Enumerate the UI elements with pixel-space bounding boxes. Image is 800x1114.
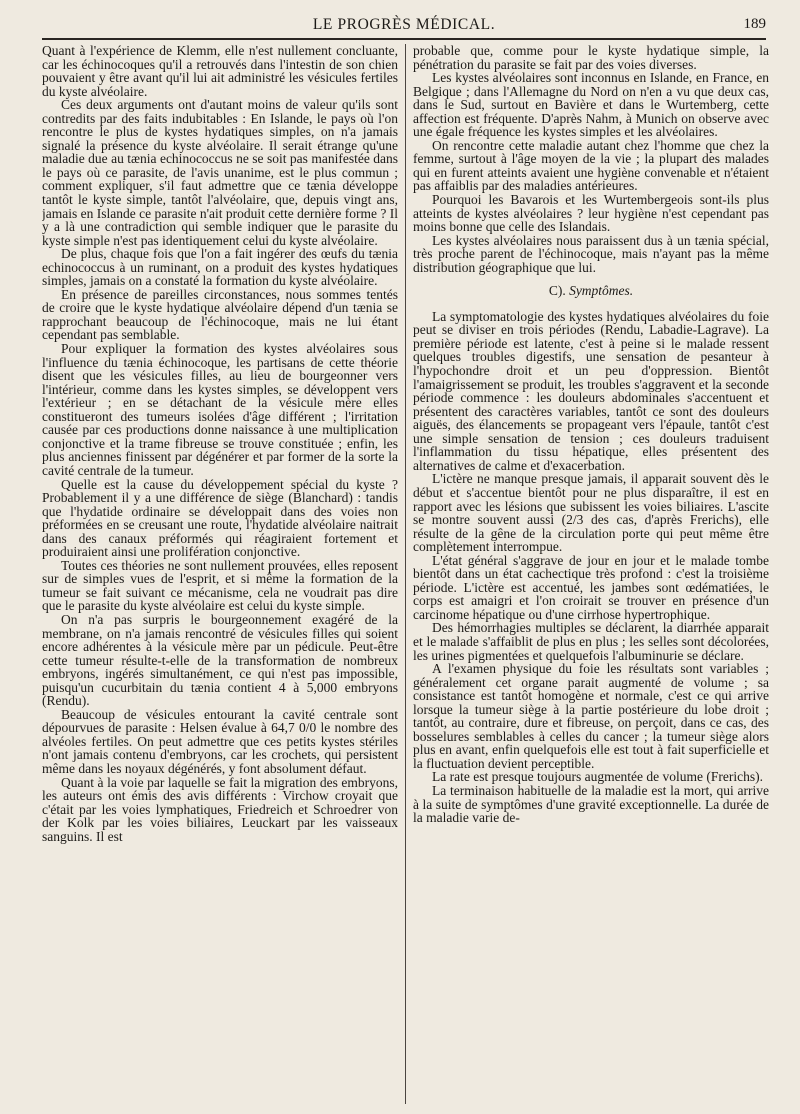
- paragraph: Ces deux arguments ont d'autant moins de valeur qu'ils sont contredits par des faits indubitables : En Islande, le pays où l'on rencontre le plus de kystes hydatiques simples, on n'a jamais signalé la présence du kyste alvéolaire. Il serait étrange qu'une maladie due au tænia echinococcus ne se soit pas manifestée dans le pays où ce parasite, de l'avis unanime, est le plus commun ; comment expliquer, s'il faut admettre que ce tænia développe tantôt le kyste simple, tantôt l'alvéolaire, que, depuis vingt ans, jamais en Islande ce parasite n'ait produit cette dernière forme ? Il y a là une contradiction qui semble indiquer que le parasite du kyste simple n'est pas identiquement celui du kyste alvéolaire.: [42, 97, 398, 248]
- journal-title: LE PROGRÈS MÉDICAL.: [312, 16, 496, 33]
- left-column: [42, 44, 398, 1110]
- section-label: C).: [548, 283, 566, 299]
- paragraph: Les kystes alvéolaires sont inconnus en Islande, en France, en Belgique ; dans l'Allemagne du Nord on n'en a vu que deux cas, dans le Sud, surtout en Bavière et dans le Wurtemberg, cette affection est fréquente. D'après Nahm, à Munich on observe avec une égale fréquence les kystes simples et les alvéolaires.: [413, 70, 769, 140]
- paragraph: Beaucoup de vésicules entourant la cavité centrale sont dépourvues de parasite : Helsen évalue à 64,7 0/0 le nombre des alvéoles fertiles. On peut admettre que ces petits kystes stériles n'ont jamais contenu d'embryons, car les crochets, qui persistent même dans les noyaux dégénérés, y font absolument défaut.: [42, 706, 398, 776]
- section-title: Symptômes.: [569, 283, 634, 299]
- paragraph: La rate est presque toujours augmentée de volume (Frerichs).: [432, 769, 764, 785]
- page-number: 189: [743, 16, 766, 32]
- paragraph: A l'examen physique du foie les résultats sont variables ; généralement cet organe parait augmenté de volume ; sa consistance est tantôt homogène et normale, c'est ce qui arrive lorsque la tumeur siège à la partie postérieure du lobe droit ; tantôt, au contraire, dure et fibreuse, on perçoit, dans ce cas, des bosselures semblables à celles du cancer ; la tumeur siège alors plus en avant, enfin quelquefois elle est tout à fait superficielle et la fluctuation devient perceptible.: [413, 661, 769, 771]
- paragraph: On n'a pas surpris le bourgeonnement exagéré de la membrane, on n'a jamais rencontré de vésicules filles qui soient encore adhérentes à la vésicule mère par un pédicule. Peut-être cette tumeur résulte-t-elle de la transformation de nombreux embryons, ingérés simultanément, ce qui n'est pas impossible, puisqu'un cucurbitain du tænia contient 4 à 5,000 embryons (Rendu).: [42, 611, 398, 709]
- paragraph: Les kystes alvéolaires nous paraissent dus à un tænia spécial, très proche parent de l'échinocoque, mais n'ayant pas la même distribution géographique que lui.: [413, 232, 769, 275]
- right-column: [413, 44, 769, 1110]
- text-columns: [42, 44, 769, 1110]
- paragraph: Quant à l'expérience de Klemm, elle n'est nullement concluante, car les échinocoques qu'il a retrouvés dans l'intestin de son chien pouvaient y être avant qu'il lui ait administré les vésicules fertiles du kyste alvéolaire.: [42, 44, 398, 99]
- section-heading: [413, 284, 769, 298]
- paragraph: En présence de pareilles circonstances, nous sommes tentés de croire que le kyste hydatique alvéolaire dépend d'un tænia se rapprochant beaucoup de l'échinocoque, mais ne lui étant cependant pas semblable.: [42, 286, 398, 343]
- paragraph: L'état général s'aggrave de jour en jour et le malade tombe bientôt dans un état cachectique très profond : c'est la troisième période. L'ictère est accentué, les jambes sont œdématiées, le corps est amaigri et l'on croirait se trouver en présence d'un carcinome hépatique ou d'une cirrhose hypertrophique.: [413, 552, 769, 622]
- paragraph: Quant à la voie par laquelle se fait la migration des embryons, les auteurs ont émis des avis différents : Virchow croyait que c'était par les voies lymphatiques, Friedreich et Schroedrer von der Kolk par les voies biliaires, Leuckart par les vaisseaux sanguins. Il est: [42, 774, 398, 844]
- paragraph: Toutes ces théories ne sont nullement prouvées, elles reposent sur de simples vues de l'esprit, et si même la formation de la tumeur se fait suivant ce mécanisme, cela ne voudrait pas dire que le parasite du kyste alvéolaire est celui du kyste simple.: [42, 557, 398, 614]
- paragraph: De plus, chaque fois que l'on a fait ingérer des œufs du tænia echinococcus à un ruminant, on a produit des kystes hydatiques simples, jamais on a constaté la formation du kyste alvéolaire.: [42, 246, 398, 289]
- running-header: [42, 14, 766, 40]
- paragraph: On rencontre cette maladie autant chez l'homme que chez la femme, surtout à l'âge moyen de la vie ; la plupart des malades qui en furent atteints avaient une hygiène convenable et n'étaient pas affaiblis par des maladies antérieures.: [413, 137, 769, 194]
- paragraph: probable que, comme pour le kyste hydatique simple, la pénétration du parasite se fait par des voies diverses.: [413, 44, 769, 72]
- column-divider: [405, 44, 406, 1104]
- paragraph: Des hémorrhagies multiples se déclarent, la diarrhée apparait et le malade s'affaiblit de plus en plus ; les selles sont décolorées, les urines pigmentées et quelquefois l'albuminurie se déclare.: [413, 620, 769, 663]
- paragraph: Pour expliquer la formation des kystes alvéolaires sous l'influence du tænia échinocoque, les partisans de cette théorie disent que les vésicules filles, au lieu de bourgeonner vers l'intérieur, comme dans les kystes simples, se développent vers l'extérieur ; en se détachant de la vésicule mère elles constitueront des tumeurs isolées d'âge différent ; l'irritation causée par ces productions donne naissance à une multiplication conjonctive et la trame fibreuse se trouve constituée ; enfin, les plus anciennes finissent par dégénérer et par former de la sorte la cavité centrale de la tumeur.: [42, 341, 398, 478]
- paragraph: L'ictère ne manque presque jamais, il apparait souvent dès le début et s'accentue bientôt pour ne plus disparaître, il est en rapport avec les lésions que subissent les voies biliaires. L'ascite se montre souvent aussi (2/3 des cas, d'après Frerichs), elle résulte de la gêne de la circulation porte qui peut même être complètement interrompue.: [413, 471, 769, 555]
- paragraph: Quelle est la cause du développement spécial du kyste ? Probablement il y a une différence de siège (Blanchard) : tandis que l'hydatide ordinaire se développait dans des voies non préformées en se creusant une route, l'hydatide alvéolaire naitrait dans des canaux préformés qui réagiraient fortement et produiraient ainsi une prolifération conjonctive.: [42, 476, 398, 560]
- paragraph: Pourquoi les Bavarois et les Wurtembergeois sont-ils plus atteints de kystes alvéolaires ? leur hygiène n'est cependant pas moins bonne que celle des Islandais.: [413, 192, 769, 235]
- paragraph: La symptomatologie des kystes hydatiques alvéolaires du foie peut se diviser en trois périodes (Rendu, Labadie-Lagrave). La première période est latente, c'est à peine si le malade ressent quelques troubles digestifs, une sensation de pesanteur à l'hypochondre droit et un peu d'oppression. Bientôt l'amaigrissement se produit, les troubles s'aggravent et la seconde période commence : les douleurs abdominales s'accentuent et présentent des caractères variables, tantôt ce sont des douleurs aiguës, des élancements se propageant vers l'épaule, tantôt c'est une simple sensation de tension ; ces douleurs traduisent l'inflammation du tissu hépatique, elles présentent des alternatives de calme et d'exacerbation.: [413, 308, 769, 473]
- paragraph: La terminaison habituelle de la maladie est la mort, qui arrive à la suite de symptômes d'une gravité exceptionnelle. La durée de la maladie varie de-: [413, 782, 769, 826]
